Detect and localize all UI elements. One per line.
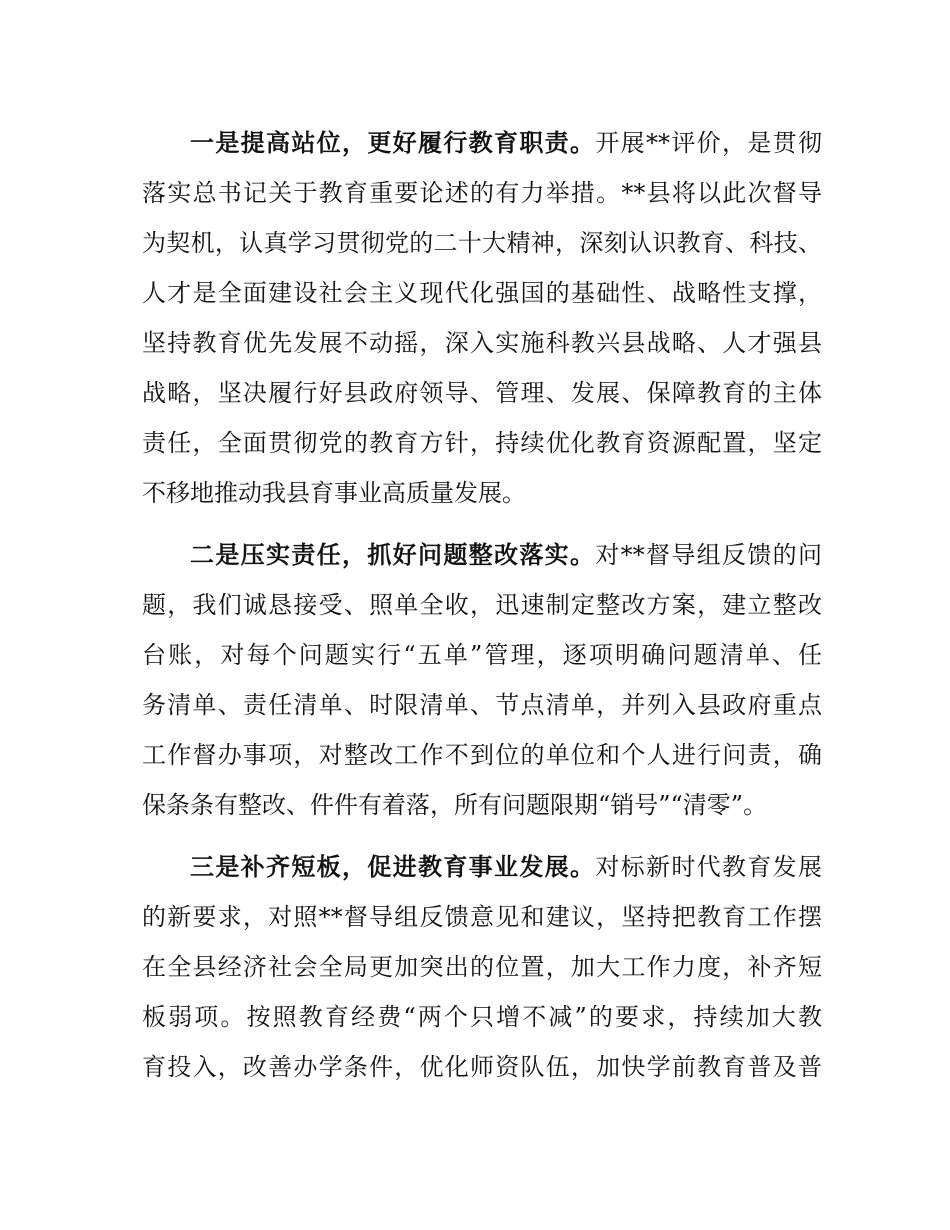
paragraph-line: 的新要求，对照**督导组反馈意见和建议，坚持把教育工作摆 xyxy=(142,903,822,931)
paragraph-line: 题，我们诚恳接受、照单全收，迅速制定整改方案，建立整改 xyxy=(142,591,822,619)
paragraph-line: 落实总书记关于教育重要论述的有力举措。**县将以此次督导 xyxy=(142,179,822,207)
paragraph-line: 二是压实责任，抓好问题整改落实。对**督导组反馈的问 xyxy=(190,541,823,569)
paragraph-line: 不移地推动我县育事业高质量发展。 xyxy=(142,479,526,507)
paragraph-line: 人才是全面建设社会主义现代化强国的基础性、战略性支撑， xyxy=(142,279,822,307)
paragraph-line: 务清单、责任清单、时限清单、节点清单，并列入县政府重点 xyxy=(142,691,822,719)
paragraph-1 xyxy=(142,118,822,518)
paragraph-line: 三是补齐短板，促进教育事业发展。对标新时代教育发展 xyxy=(190,853,823,881)
paragraph-line: 台账，对每个问题实行“五单”管理，逐项明确问题清单、任 xyxy=(142,641,822,669)
paragraph-line: 坚持教育优先发展不动摇，深入实施科教兴县战略、人才强县 xyxy=(142,329,822,357)
paragraph-line: 育投入，改善办学条件，优化师资队伍，加快学前教育普及普 xyxy=(142,1053,822,1081)
paragraph-line: 责任，全面贯彻党的教育方针，持续优化教育资源配置，坚定 xyxy=(142,429,822,457)
paragraph-line: 战略，坚决履行好县政府领导、管理、发展、保障教育的主体 xyxy=(142,379,822,407)
paragraph-line: 工作督办事项，对整改工作不到位的单位和个人进行问责，确 xyxy=(142,741,822,769)
paragraph-heading: 三是补齐短板，促进教育事业发展。 xyxy=(190,853,596,881)
paragraph-2 xyxy=(142,530,822,830)
paragraph-line: 为契机，认真学习贯彻党的二十大精神，深刻认识教育、科技、 xyxy=(142,229,822,257)
paragraph-line: 一是提高站位，更好履行教育职责。开展**评价，是贯彻 xyxy=(190,129,823,157)
paragraph-line: 板弱项。按照教育经费“两个只增不减”的要求，持续加大教 xyxy=(142,1003,822,1031)
paragraph-line: 保条条有整改、件件有着落，所有问题限期“销号”“清零”。 xyxy=(142,791,768,819)
paragraph-line: 在全县经济社会全局更加突出的位置，加大工作力度，补齐短 xyxy=(142,953,822,981)
paragraph-3 xyxy=(142,842,822,1092)
paragraph-heading: 一是提高站位，更好履行教育职责。 xyxy=(190,129,596,157)
paragraph-heading: 二是压实责任，抓好问题整改落实。 xyxy=(190,541,596,569)
